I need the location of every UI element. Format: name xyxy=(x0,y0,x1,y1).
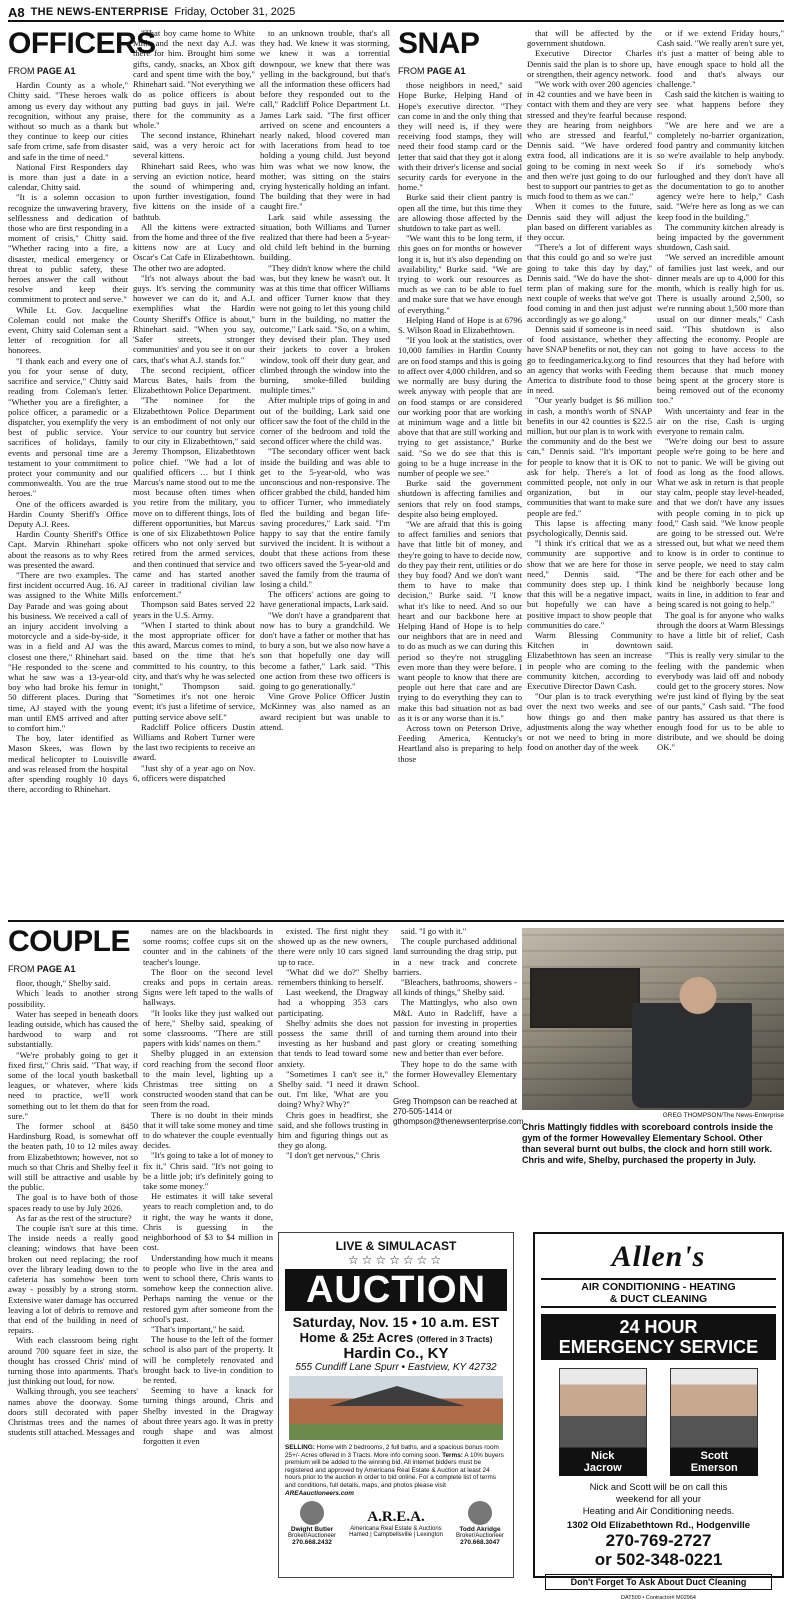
article-paragraph: The second instance, Rhinehart said, was a very heroic act for several kittens. xyxy=(133,130,255,161)
broker-name: Todd Akridge xyxy=(459,1526,501,1534)
officers-column-2 xyxy=(133,28,255,916)
article-paragraph: Rhinehart said Rees, who was serving an eviction notice, heard the sound of whimpering and, upon further investigation, found five kittens on the inside of a bathtub. xyxy=(133,160,255,222)
auction-county: Hardin Co., KY xyxy=(343,1345,449,1362)
terms-label: Terms: xyxy=(442,1451,463,1459)
couple-column-4 xyxy=(393,926,526,1228)
article-paragraph: Hardin County Sheriff's Office Capt. Marvin Rhinehart spoke about the reasons as to why Rees was presented the award. xyxy=(8,529,128,570)
article-paragraph: The couple purchased additional land surrounding the drag strip, put in a new track and concrete barriers. xyxy=(393,936,517,977)
article-paragraph: "Just shy of a year ago on Nov. 6, officers were dispatched xyxy=(133,762,255,783)
snap-column-1 xyxy=(398,28,522,916)
auction-footer xyxy=(279,1501,513,1546)
article-paragraph: He estimates it will take several years to reach completion and, to do it right, the way he wants it done, Chris is guessing in the neighborhood of $3 to $4 million in cost. xyxy=(143,1191,273,1253)
article-paragraph: The couple isn't sure at this time. The inside needs a really good cleaning; windows that have been broken out need replacing; the roof over the library leading down to the cafeteria has somehow been torn away - possibly by a strong storm. Extensive water damage has occurred leaving a lot of debris to remove and that end of the building in need of repairs. xyxy=(8,1223,138,1336)
couple-headline: COUPLE xyxy=(8,925,131,958)
article-paragraph: Burke said the government shutdown is affecting families and seniors that rely on food stamps, despite also being employed. xyxy=(398,478,522,519)
article-paragraph: Vine Grove Police Officer Justin McKinney was also named as an award recipient but was unable to attend. xyxy=(260,691,390,732)
article-paragraph: existed. The first night they showed up as the new owners, there were only 10 cars signed up to race. xyxy=(278,926,388,967)
article-paragraph: names are on the blackboards in some rooms; coffee cups sit on the counter and in the cabinets of the teacher's lounge. xyxy=(143,926,273,967)
article-paragraph: "Sometimes I can't see it," Shelby said. "I need it drawn out. I'm like, 'What are you doing? Why? Why?" xyxy=(278,1068,388,1110)
msg-line-2: weekend for all your xyxy=(615,1494,702,1505)
article-paragraph: Shelby admits she does not possess the same thrill of investing as her husband and that tends to lead toward some anxiety. xyxy=(278,1017,388,1069)
area-logo xyxy=(349,1509,443,1538)
article-paragraph: When it comes to the future, Dennis said they will adjust the plan based on different variables as they occur. xyxy=(527,201,652,243)
article-paragraph: Warm Blessing Community Kitchen in downtown Elizabethtown has seen an increase in people who are coming to the community kitchen, according to Executive Director Dawn Cash. xyxy=(527,629,652,691)
article-paragraph: "We don't have a grandparent that now has to bury a grandchild. We don't have a father or mother that has to bury a son, but we also now have a son that hopefully one day will become a father," Lark said. "This one action from these two officers is going to go generationally." xyxy=(260,609,390,691)
broker-title: Broker/Auctioneer xyxy=(287,1533,337,1540)
article-paragraph: The house to the left of the former school is also part of the property. It will be completely renovated and brought back to live-in condition to be rented. xyxy=(143,1334,273,1385)
jump-page: PAGE A1 xyxy=(37,66,76,76)
article-paragraph: "We're probably going to get it fixed first," Chris said. "That way, if some of the local youth basketball leagues, or whatever, where kids need to practice, we'll work something out to let them do that for sure." xyxy=(8,1049,138,1121)
broker-name: Dwight Butler xyxy=(290,1526,334,1534)
article-paragraph: The goal is to have both of those spaces ready to use by July 2026. xyxy=(8,1192,138,1213)
scoreboard-photo xyxy=(522,928,784,1110)
article-paragraph: Executive Director Charles Dennis said the plan is to shore up, or strengthen, their agency network. xyxy=(527,48,652,79)
article-paragraph: The goal is for anyone who walks through the doors at Warm Blessings to have a little bit of relief, Cash said. xyxy=(657,609,784,651)
article-paragraph: Lark said while assessing the situation, both Williams and Turner realized that there had been a 5-year-old child left behind in the burning building. xyxy=(260,211,390,263)
couple-col2-text xyxy=(143,926,273,1446)
snap-col2-text xyxy=(527,28,652,752)
article-paragraph: "Bleachers, bathrooms, showers - all kinds of things," Shelby said. xyxy=(393,977,517,998)
article-paragraph: Dennis said if someone is in need of food assistance, whether they have SNAP benefits or not, they can go to feedingamerica.ky.org to find an agency that works with Feeding America to distribute food to those in need. xyxy=(527,323,652,396)
area-logo-sub: Americana Real Estate & Auctions xyxy=(350,1526,442,1533)
technician-photo xyxy=(559,1368,647,1448)
article-paragraph: those neighbors in need," said Hope Burke, Helping Hand of Hope's executive director. "They can come in and the only thing that they will need is, if they were receiving food stamps, they will need their food stamp card or the letter that said that they got it along with their driver's license and social security cards for everyone in the home." xyxy=(398,80,522,193)
article-paragraph: Cash said the kitchen is waiting to see what happens before they respond. xyxy=(657,89,784,120)
first-name: Nick xyxy=(591,1450,615,1462)
article-paragraph: The Mattinglys, who also own M&L Auto in Radcliff, have a passion for investing in properties and turning them around into their past glory or creating something new and better than ever before. xyxy=(393,997,517,1059)
article-paragraph: The former school at 8450 Hardinsburg Road, is somewhat off the beaten path, 10 to 12 miles away from Elizabethtown; however, not so much so that Chris and Shelby feel it will still be attractive and usable by the public. xyxy=(8,1121,138,1193)
article-paragraph: There is no doubt in their minds that it will take some money and time to do whatever the couple eventually decides. xyxy=(143,1109,273,1151)
article-paragraph: The second recipient, officer Marcus Bates, hails from the Elizabethtown Police Department. xyxy=(133,364,255,396)
article-paragraph: The boy, later identified as Mason Skees, was flown by medical helicopter to Louisville and was released from the hospital after spending roughly 10 days there, according to Rhinehart. xyxy=(8,733,128,795)
article-paragraph: The officers' actions are going to have generational impacts, Lark said. xyxy=(260,589,390,610)
jump-prefix: FROM xyxy=(8,66,35,76)
area-towns: Hamed | Campbellsville | Lexington xyxy=(349,1532,443,1539)
article-paragraph: that will be affected by the government shutdown. xyxy=(527,28,652,49)
snap-col1-text xyxy=(398,80,522,764)
article-paragraph: "If you look at the statistics, over 10,000 families in Hardin County are on food stamps and this is going to affect over 4,000 children, and so we normally are busy during the week anyway with people that are on food stamps or are considered our working poor that are working at minimum wage and a little bit above that that are still working and trying to get assistance," Burke said. "So we do see that this is going to be a huge increase in the number of people we see." xyxy=(398,335,522,478)
article-paragraph: or if we extend Friday hours," Cash said. "We really aren't sure yet, it's just a matter of being able to have enough space to hold all the food and that's always our challenge." xyxy=(657,28,784,90)
couple-column-1 xyxy=(8,926,138,1578)
technicians xyxy=(535,1364,782,1476)
terms-text: A 10% buyers premium will be added to the winning bid. All internet bidders must be registered and approved by Americana Real Estate & Auction at least 24 hours prior to the auction in order to bid online. For a complete list of terms and conditions, full details, maps, and photos please visit xyxy=(285,1451,504,1489)
article-paragraph: "It looks like they just walked out of here," Shelby said, speaking of some classrooms. "There are still papers with kids' names on them." xyxy=(143,1007,273,1049)
article-paragraph: "The secondary officer went back inside the building and was able to get to the 5-year-old, who was unconscious and non-responsive. The officer grabbed the child, handed him to officer Turner, who immediately fled the building and began life-saving procedures," Lark said. "I'm happy to say that the entire family survived the incident. It is without a doubt that these actions from these two officers saved the 5-year-old and saved the family from the trauma of losing a child." xyxy=(260,446,390,589)
snap-column-3 xyxy=(657,28,784,916)
article-paragraph: "It's going to take a lot of money to fix it," Chris said. "It's not going to be a little job; it's definitely going to take some money." xyxy=(143,1150,273,1192)
on-call-message xyxy=(535,1482,782,1518)
article-paragraph: Shelby plugged in an extension cord reaching from the second floor to the main level, lighting up a Christmas tree sitting on a constructed wooden stand that can be seen from the road. xyxy=(143,1048,273,1110)
technician-scott xyxy=(670,1368,758,1476)
chris-mattingly-image xyxy=(632,958,752,1108)
jump-prefix: FROM xyxy=(8,964,35,974)
article-paragraph: Last weekend, the Dragway had a whopping 353 cars participating. xyxy=(278,987,388,1018)
allens-phone-1: 270-769-2727 xyxy=(605,1531,712,1550)
jump-prefix: FROM xyxy=(398,66,425,76)
auction-property xyxy=(279,1330,513,1345)
article-paragraph: Chris goes in headfirst, she said, and she follows trusting in him and figuring things out as they go along. xyxy=(278,1109,388,1151)
officers-column-1 xyxy=(8,27,156,916)
article-paragraph: Seeming to have a knack for turning things around, Chris and Shelby invested in the Dragway about three years ago. It was in pretty rough shape and was almost forgotten it even xyxy=(143,1385,273,1447)
reporter-contact: Greg Thompson can be reached at 270-505-1414 or gthompson@thenewsenterprise.com. xyxy=(393,1097,526,1127)
license-line: DAT500 • Contractor# M02964 xyxy=(621,1595,696,1601)
article-paragraph: They hope to do the same with the former Howevalley Elementary School. xyxy=(393,1058,517,1090)
article-paragraph: National First Responders day is more than just a date in a calendar, Chitty said. xyxy=(8,161,128,193)
property-tracts: (Offered in 3 Tracts) xyxy=(416,1335,493,1344)
selling-label: SELLING: xyxy=(285,1444,315,1451)
article-paragraph: "We want this to be long term, if this goes on for months or however long it is, but it's also depending on availability," Burke said. "We are trying to work our resources as much as we can to be able to fuel and make sure that we have enough of everything." xyxy=(398,233,522,315)
photo-credit: GREG THOMPSON/The News-Enterprise xyxy=(662,1112,784,1119)
article-paragraph: Across town on Peterson Drive, Feeding America, Kentucky's Heartland also is preparing to help those xyxy=(398,723,522,764)
couple-jump-line xyxy=(8,964,138,974)
allens-phone-2: or 502-348-0221 xyxy=(594,1550,723,1569)
article-paragraph: floor, though," Shelby said. xyxy=(16,978,111,989)
officers-headline: OFFICERS xyxy=(8,27,156,60)
house-photo xyxy=(289,1376,503,1440)
issue-date: Friday, October 31, 2025 xyxy=(174,6,296,18)
last-name: Jacrow xyxy=(583,1462,622,1474)
article-paragraph: "This is really very similar to the feeling with the pandemic when everybody was laid off and nobody could get to the grocery stores. Now we're just kind of flying by the seat of our pants," Cash said. "The food pantry has assured us that there is enough food for us to be able to distribute, and we should be doing OK." xyxy=(657,650,784,753)
article-paragraph: "We're doing our best to assure people we're going to be here and not to panic. We will be giving out food as long as the food allows. What we ask in return is that people stay calm, people stay level-headed, and that we don't have any issues with people coming in to pick up food," Cash said. "We know people are going to be stressed out. We're stressed out, but what we need them to know is in order to continue to serve people, we need to stay calm and be there for each other and be kind be neighborly because long waits in line, in addition to fear and being scared is not going to help." xyxy=(657,436,784,610)
page-folio xyxy=(8,4,784,22)
auction-address: 555 Cundiff Lane Spurr • Eastview, KY 42732 xyxy=(295,1362,497,1373)
msg-line-1: Nick and Scott will be on call this xyxy=(589,1482,728,1493)
jump-page: PAGE A1 xyxy=(37,964,76,974)
article-paragraph: "We are afraid that this is going to affect families and seniors that have that little bit of money, and they're going to have to decide now, do they pay their rent, utilities or do they buy food? And we don't want them to have to make that decision," Burke said. "I know what it's like to need. And so our heart and our backbone here at Helping Hand of Hope is to help our neighbors that are in need and to do as much as we can during this period so they're not struggling even more than they were before. I want people to know that there are people out here that care and are trying to do everything they can to make this bad situation not as bad as it is or any worse than it is." xyxy=(398,518,522,723)
article-paragraph: "Our plan is to track everything over the next two weeks and see how things go and then make adjustments along the way whether or not we need to bring in more food on another day of the week xyxy=(527,691,652,753)
allens-ad xyxy=(533,1232,784,1601)
article-paragraph: This lapse is affecting many psychologically, Dennis said. xyxy=(527,517,652,538)
services-line-1: AIR CONDITIONING - HEATING xyxy=(581,1281,736,1293)
article-paragraph: "It is a solemn occasion to recognize the unwavering bravery, selflessness and dedication of those who are first responding in a moment of crisis," Chitty said. "Whether racing into a fire, a disaster, medical emergency or threat to public safety, these heroes answer the call without resolve and keep their commitment to protect and serve." xyxy=(8,192,128,305)
officers-column-3 xyxy=(260,28,390,916)
article-paragraph: "There are two examples. The first incident occurred Aug. 16. AJ was assigned to the White Mills Day Parade and was going about his business. We received a call of an injury accident involving a motorcycle and a side-by-side, it was in a field and AJ was the closest one there," Rhinehart said. "He responded to the scene and what he saw was a 13-year-old boy who had broke his femur in 50 different places. During that time, AJ stayed with the young man until EMS arrived and after to comfort him." xyxy=(8,569,128,733)
auction-date: Saturday, Nov. 15 • 10 a.m. EST xyxy=(292,1314,500,1330)
article-paragraph: "It's not always about the bad guys. It's serving the community however we can do it, and A.J. exemplifies what the Hardin County Sheriff's Office is about," Rhinehart said. "When you say, 'Safer streets, stronger communities' and you see it on our cars, that's what A.J. stands for." xyxy=(133,272,255,365)
article-paragraph: After multiple trips of going in and out of the building, Lark said one officer saw the foot of the child in the corner of the bedroom and told the second officer where the child was. xyxy=(260,395,390,447)
allens-address: 1302 Old Elizabethtown Rd., Hodgenville xyxy=(566,1520,751,1531)
page-number: A8 xyxy=(8,4,25,20)
broker-photo xyxy=(300,1501,324,1525)
officers-jump-line xyxy=(8,66,128,76)
couple-column-2 xyxy=(143,926,273,1578)
couple-col4-text xyxy=(393,926,517,1089)
photo-caption: Chris Mattingly fiddles with scoreboard controls inside the gym of the former Howevalley Elementary School. Other than several burnt out bulbs, the clock and horn still work. Chris and wife, Shelby, purchased the property in July. xyxy=(522,1122,774,1165)
article-paragraph: "I think it's critical that we as a community are supportive and show that we are here for those in need," Dennis said. "The community does step up. I think that this will be a negative impact, but hopefully we can have a positive impact to show people that communities do care." xyxy=(527,538,652,630)
scoreboard-controls-image xyxy=(530,968,640,1028)
article-paragraph: "We are here and we are a completely no-barrier organization, food pantry and community kitchen so we're available to help anybody. So if it's somebody who's furloughed and they don't have all the documentation to go to another agency we're here to help," Cash said. "We're here as long as we can keep food in the building." xyxy=(657,119,784,222)
article-paragraph: "That boy came home to White Mills and the next day A.J. was there for him. Brought him some gifts, candy, snacks, an Xbox gift card and spent time with the boy," Rhinehart said. "Not everything we do as police officers is about putting bad guys in jail. We're there for the community as a whole." xyxy=(133,28,255,130)
property-title: Home & 25± Acres xyxy=(299,1330,414,1345)
selling-text: Home with 2 bedrooms, 2 full baths, and a spacious bonus room 25+/- Acres offered in 3 Tracts. More info coming soon. xyxy=(285,1444,499,1459)
article-paragraph: "That's important," he said. xyxy=(151,1323,245,1334)
article-paragraph: Helping Hand of Hope is at 6796 S. Wilson Road in Elizabethtown. xyxy=(398,314,522,336)
couple-col1-text xyxy=(8,978,138,1437)
broker-2 xyxy=(451,1501,509,1546)
couple-column-3 xyxy=(278,926,388,1228)
stars-decoration: ☆☆☆☆☆☆☆ xyxy=(347,1253,445,1267)
auction-banner: AUCTION xyxy=(285,1269,507,1311)
msg-line-3: Heating and Air Conditioning needs. xyxy=(582,1506,735,1517)
technician-nick xyxy=(559,1368,647,1476)
broker-phone: 270.668.2432 xyxy=(292,1539,332,1547)
services-line-2: & DUCT CLEANING xyxy=(609,1293,708,1305)
article-paragraph: said. "I go with it." xyxy=(401,926,467,936)
emergency-banner xyxy=(541,1314,776,1360)
article-paragraph: Water has seeped in beneath doors leading outside, which has caused the hardwood to warp and rot substantially. xyxy=(8,1008,138,1050)
article-paragraph: One of the officers awarded is Hardin County Sheriff's Office Deputy A.J. Rees. xyxy=(8,498,128,529)
article-paragraph: "I don't get nervous," Chris xyxy=(286,1150,380,1161)
officers-col2-text xyxy=(133,28,255,783)
duct-cleaning-reminder: Don't Forget To Ask About Duct Cleaning xyxy=(545,1574,772,1590)
auction-top-label: LIVE & SIMULACAST xyxy=(335,1239,457,1253)
article-paragraph: "There's a lot of different ways that this could go and so we're just going to take this day by day," Dennis said. "We do have the shot-term plan of making sure for the next couple of weeks that we've got food coming in and then just adjust accordingly as we go along." xyxy=(527,242,652,324)
article-paragraph: "The nominee for the Elizabethtown Police Department is an embodiment of not only our service to our country but service to our city in Elizabethtown," said Jeremy Thompson, Elizabethtown police chief. "We had a lot of qualified officers … but I think Marcus's name stood out to me the most because often times when you retire from the military, you move on to different things, lots of different opportunities, but Marcus is one of six Elizabethtown Police officers who not only served but retired from the armed services, and then continued that service and came and has started another career in traditional civilian law enforcement." xyxy=(133,395,255,600)
snap-column-2 xyxy=(527,28,652,916)
article-paragraph: Hardin County as a whole," Chitty said. "These heroes walk among us every day without any recognition, without any praise, without so much as a thank but they continue to keep our cities safe from crime, safe from disaster and safe in the time of need." xyxy=(8,80,128,162)
technician-name xyxy=(670,1448,758,1476)
article-paragraph: "I thank each and every one of you for your sense of duty, sacrifice and service," Chitty said reading from Coleman's letter. "Whether you are a firefighter, a police officer, a paramedic or a dispatcher, you exemplify the very best of public service. Your sacrifices of holidays, family events and personal time are a testament to your commitment to protect your community and our commonwealth. You are the true heroes." xyxy=(8,355,128,499)
article-paragraph: The community kitchen already is being impacted by the government shutdown, Cash said. xyxy=(657,221,784,253)
article-paragraph: While Lt. Gov. Jacqueline Coleman could not make the event, Chitty said Coleman sent a letter of recognition for all honorees. xyxy=(8,304,128,356)
article-paragraph: As far as the rest of the structure? xyxy=(16,1212,132,1223)
article-paragraph: Radcliff Police officers Dustin Williams and Robert Turner were the last two recipients to receive an award. xyxy=(133,721,255,763)
emergency-line-1: 24 HOUR xyxy=(619,1317,698,1337)
officers-col1-text xyxy=(8,80,128,794)
article-paragraph: With uncertainty and fear in the air on the rise, Cash is urging everyone to remain calm. xyxy=(657,405,784,436)
article-paragraph: Understanding how much it means to people who live in the area and went to school there, Chris wants to somehow keep the connection alive. Perhaps naming the venue or the restored gym after someone from the school's past. xyxy=(143,1252,273,1324)
article-paragraph: to an unknown trouble, that's all they had. We knew it was storming, we knew it was a torrential downpour, we knew that there was yelling in the background, but that's all the information these officers had before they responded out to the call," Radcliff Police Department Lt. James Lark said. "The first officer arrived on scene and encounters a nearly naked, blood covered man with lacerations from head to toe holding a young child. Just beyond him was what we now know, the mother, was sitting on the stairs crying hysterically holding an infant. The building that they were in had caught fire." xyxy=(260,28,390,212)
officers-col3-text xyxy=(260,28,390,732)
article-paragraph: The floor on the second level creaks and pops in certain areas. Signs were left taped to the walls of hallways. xyxy=(143,966,273,1008)
allens-logo: Allen's xyxy=(611,1240,706,1273)
broker-phone: 270.668.3047 xyxy=(460,1539,500,1547)
article-paragraph: Burke said their client pantry is open all the time, but this time they are allowing those affected by the shutdown to take part as well. xyxy=(398,192,522,234)
allens-services xyxy=(541,1278,776,1308)
article-paragraph: "When I started to think about the most appropriate officer for this award, Marcus comes to mind, based on the time that he's committed to his country, to this city, and that's why he was selected tonight," Thompson said. "Sometimes it's not one heroic event; it's just a lifetime of service, putting service above self." xyxy=(133,619,255,722)
article-paragraph: "We work with over 200 agencies in 42 counties and we have been in contact with them and they are very stressed and they're fearful because they are hearing from neighbors who are stressed and fearful," Dennis said. "We have ordered extra food, all indications are it is going to be coming in next week and then we're just going to do our best to support our pantries to get as much food to them as we can." xyxy=(527,79,652,202)
article-paragraph: All the kittens were extracted from the home and three of the five kittens now are at Lucy and Oscar's Cat Cafe in Elizabethtown. The other two are adopted. xyxy=(133,221,255,273)
article-paragraph: Walking through, you see teachers' names above the doorway. Some doors still decorated with paper Christmas trees and the names of students still attached. Messages and xyxy=(8,1386,138,1438)
broker-photo xyxy=(468,1501,492,1525)
area-logo-text: A.R.E.A. xyxy=(367,1509,425,1526)
article-paragraph: "They didn't know where the child was, but they knew he wasn't out. It was at this time that officer Williams and officer Turner know that they were not going to let this young child burn in the building, no matter the outcome," Lark said. "So, on a whim, they devised their plan. They used their jackets to cover a broken window, took off their duty gear, and climbed through the window into the burning, smoke-filled building multiple times." xyxy=(260,262,390,396)
article-paragraph: "What did we do?" Shelby remembers thinking to herself. xyxy=(278,966,388,988)
snap-headline: SNAP xyxy=(398,27,480,60)
broker-title: Broker/Auctioneer xyxy=(455,1533,505,1540)
auction-ad xyxy=(278,1232,514,1578)
section-divider xyxy=(8,920,784,922)
article-paragraph: Thompson said Bates served 22 years in the U.S. Army. xyxy=(133,599,255,620)
last-name: Emerson xyxy=(690,1462,738,1474)
auction-details xyxy=(279,1440,513,1501)
publication-name: THE NEWS-ENTERPRISE xyxy=(30,6,169,18)
emergency-line-2: EMERGENCY SERVICE xyxy=(558,1337,759,1357)
technician-name xyxy=(559,1448,647,1476)
auction-website: AREAauctioneers.com xyxy=(285,1489,354,1497)
article-paragraph: "Our yearly budget is $6 million in cash, a month's worth of SNAP benefits in our 42 counties is $22.5 million, but our plan is to work with the community and do the best we can," Dennis said. "It's important for people to know that it is OK to ask for help. There's a lot of committed people, not only in our organization, but in our communities that want to make sure people are fed." xyxy=(527,395,652,518)
jump-page: PAGE A1 xyxy=(427,66,466,76)
first-name: Scott xyxy=(700,1450,728,1462)
snap-jump-line xyxy=(398,66,522,76)
article-paragraph: "We served an incredible amount of families just last week, and our dinner meals are up to 4,000 for this month, which is really high for us. There is usually around 2,500, so we're running about 1,500 more than usual on our dinner meals," Cash said. "This shutdown is also affecting the economy. People are not going to have access to the resources that they had before with them because that much money being spent at the grocery store is being removed out of the economy too." xyxy=(657,252,784,406)
couple-col3-text xyxy=(278,926,388,1161)
article-paragraph: With each classroom being right around 700 square feet in size, the thought has crossed Chris' mind of turning those into apartments. That's just thinking out loud, for now. xyxy=(8,1335,138,1387)
broker-1 xyxy=(283,1501,341,1546)
article-paragraph: Which leads to another strong possibility. xyxy=(8,988,138,1009)
snap-col3-text xyxy=(657,28,784,752)
technician-photo xyxy=(670,1368,758,1448)
